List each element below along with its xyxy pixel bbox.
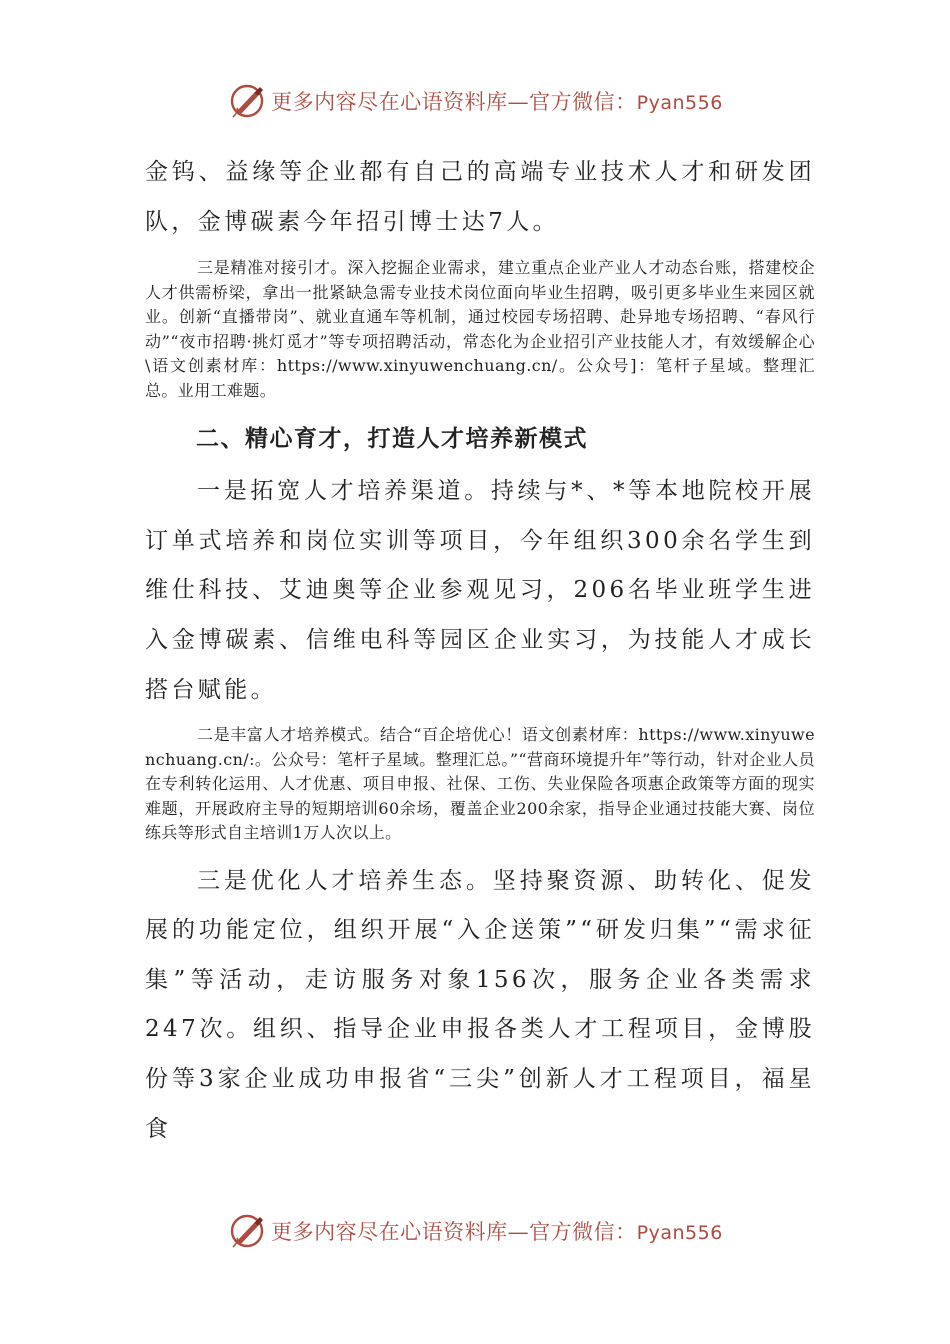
paragraph-cultivation-channels: 一是拓宽人才培养渠道。持续与*、*等本地院校开展订单式培养和岗位实训等项目，今年组织300余名学生到维仕科技、艾迪奥等企业参观见习，206名毕业班学生进入金博碳素、信维电科等园区企业实习，为技能人才成长搭台赋能。 [145,478,815,703]
document-body [145,148,815,1154]
pen-logo-icon [227,1211,267,1251]
banner-title [271,1216,723,1246]
banner-slogan: 更多内容尽在心语资料库—官方微信： [271,90,637,114]
header-banner [0,76,950,126]
paragraph-cultivation-ecology: 三是优化人才培养生态。坚持聚资源、助转化、促发展的功能定位，组织开展“入企送策”“研发归集”“需求征集”等活动，走访服务对象156次，服务企业各类需求247次。组织、指导企业申报各类人才工程项目，金博股份等3家企业成功申报省“三尖”创新人才工程项目，福星食 [145,867,815,1142]
wechat-id: Pyan556 [636,92,723,114]
banner-title [271,86,723,116]
pen-logo-icon [227,81,267,121]
paragraph-talent-teams: 金钨、益缘等企业都有自己的高端专业技术人才和研发团队，金博碳素今年招引博士达7人。 [145,159,815,235]
footer-banner [0,1206,950,1256]
paragraph-precise-recruitment: 三是精准对接引才。深入挖掘企业需求，建立重点企业产业人才动态台账，搭建校企人才供需桥梁，拿出一批紧缺急需专业技术岗位面向毕业生招聘，吸引更多毕业生来园区就业。创新“直播带岗”、就业直通车等机制，通过校园专场招聘、赴异地专场招聘、“春风行动”“夜市招聘·挑灯觅才”等专项招聘活动，常态化为企业招引产业技能人才，有效缓解企心\语文创素材库：https://www.xinyuwenchuang.cn/。公众号]：笔杆子星域。整理汇总。业用工难题。 [145,258,815,400]
wechat-id: Pyan556 [636,1222,723,1244]
paragraph-cultivation-modes: 二是丰富人才培养模式。结合“百企培优心！语文创素材库：https://www.xinyuwenchuang.cn/:。公众号：笔杆子星域。整理汇总。”“营商环境提升年”等行动，针对企业人员在专利转化运用、人才优惠、项目申报、社保、工伤、失业保险各项惠企政策等方面的现实难题，开展政府主导的短期培训60余场，覆盖企业200余家，指导企业通过技能大赛、岗位练兵等形式自主培训1万人次以上。 [145,725,815,843]
section-heading-talent-cultivation: 二、精心育才，打造人才培养新模式 [196,426,588,453]
banner-slogan: 更多内容尽在心语资料库—官方微信： [271,1220,637,1244]
